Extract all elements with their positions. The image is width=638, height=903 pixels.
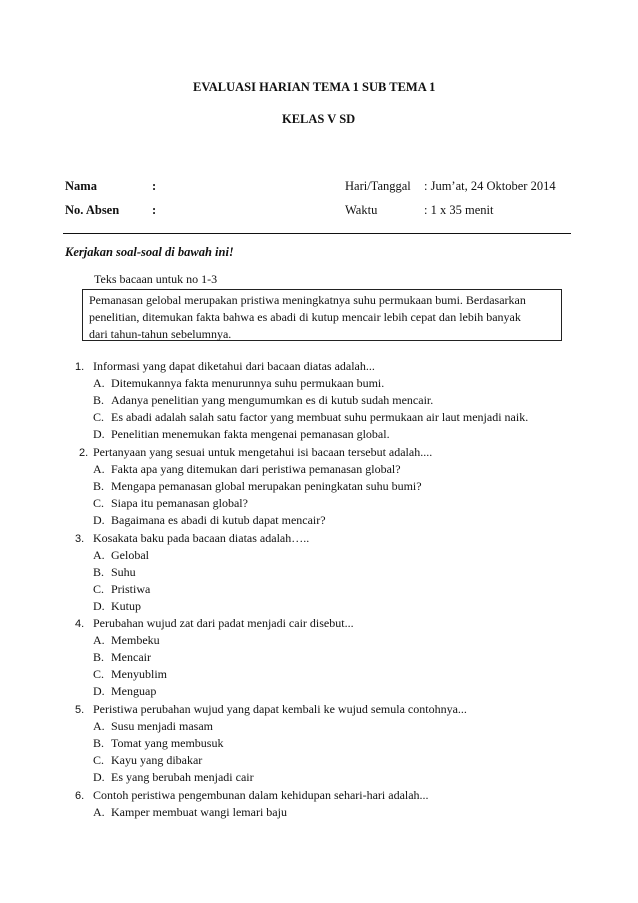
question-number: 5. bbox=[75, 704, 85, 716]
hari-label: Hari/Tanggal bbox=[345, 179, 411, 193]
instruction: Kerjakan soal-soal di bawah ini! bbox=[65, 245, 234, 259]
option-text: Fakta apa yang ditemukan dari peristiwa pemanasan global? bbox=[111, 462, 401, 476]
page-title: EVALUASI HARIAN TEMA 1 SUB TEMA 1 bbox=[193, 80, 436, 94]
nama-label: Nama bbox=[65, 179, 97, 193]
option-text: Gelobal bbox=[111, 548, 149, 562]
option-letter: D. bbox=[93, 427, 105, 441]
option-letter: C. bbox=[93, 582, 105, 596]
passage-line: penelitian, ditemukan fakta bahwa es abadi di kutup mencair lebih cepat dan lebih banyak bbox=[89, 310, 521, 324]
option-letter: C. bbox=[93, 496, 105, 510]
question-number: 1. bbox=[75, 361, 85, 373]
option-letter: B. bbox=[93, 736, 105, 750]
header-divider bbox=[63, 233, 571, 234]
option-text: Susu menjadi masam bbox=[111, 719, 213, 733]
option-letter: A. bbox=[93, 548, 105, 562]
question-1 bbox=[75, 358, 375, 376]
option-text: Menguap bbox=[111, 684, 157, 698]
option-text: Ditemukannya fakta menurunnya suhu permukaan bumi. bbox=[111, 376, 385, 390]
nama-colon: : bbox=[152, 179, 157, 193]
option-text: Penelitian menemukan fakta mengenai pemanasan global. bbox=[111, 427, 390, 441]
option-letter: A. bbox=[93, 633, 105, 647]
option-letter: A. bbox=[93, 376, 105, 390]
option-letter: D. bbox=[93, 770, 105, 784]
option-letter: D. bbox=[93, 684, 105, 698]
question-number: 4. bbox=[75, 618, 85, 630]
question-number: 3. bbox=[75, 533, 85, 545]
option-letter: D. bbox=[93, 599, 105, 613]
option-text: Membeku bbox=[111, 633, 160, 647]
option-letter: B. bbox=[93, 650, 105, 664]
question-5 bbox=[75, 701, 467, 719]
question-text: Informasi yang dapat diketahui dari bacaan diatas adalah... bbox=[93, 359, 375, 373]
option-text: Mengapa pemanasan global merupakan peningkatan suhu bumi? bbox=[111, 479, 422, 493]
option-letter: C. bbox=[93, 410, 105, 424]
option-letter: D. bbox=[93, 513, 105, 527]
option-letter: A. bbox=[93, 805, 105, 819]
option-letter: B. bbox=[93, 565, 105, 579]
option-text: Bagaimana es abadi di kutub dapat mencair? bbox=[111, 513, 326, 527]
option-letter: B. bbox=[93, 393, 105, 407]
option-text: Es yang berubah menjadi cair bbox=[111, 770, 254, 784]
option-text: Adanya penelitian yang mengumumkan es di kutub sudah mencair. bbox=[111, 393, 434, 407]
option-letter: C. bbox=[93, 753, 105, 767]
option-letter: C. bbox=[93, 667, 105, 681]
option-text: Kutup bbox=[111, 599, 141, 613]
question-text: Peristiwa perubahan wujud yang dapat kembali ke wujud semula contohnya... bbox=[93, 702, 467, 716]
option-text: Tomat yang membusuk bbox=[111, 736, 224, 750]
waktu-value: : 1 x 35 menit bbox=[424, 203, 494, 217]
option-text: Menyublim bbox=[111, 667, 167, 681]
option-text: Suhu bbox=[111, 565, 136, 579]
absen-colon: : bbox=[152, 203, 157, 217]
question-text: Perubahan wujud zat dari padat menjadi cair disebut... bbox=[93, 616, 354, 630]
passage-line: Pemanasan gelobal merupakan pristiwa meningkatnya suhu permukaan bumi. Berdasarkan bbox=[89, 293, 526, 307]
question-text: Pertanyaan yang sesuai untuk mengetahui isi bacaan tersebut adalah.... bbox=[93, 445, 433, 459]
option-text: Pristiwa bbox=[111, 582, 151, 596]
waktu-label: Waktu bbox=[345, 203, 378, 217]
option-text: Es abadi adalah salah satu factor yang membuat suhu permukaan air laut menjadi naik. bbox=[111, 410, 529, 424]
passage-box bbox=[82, 289, 562, 341]
option-text: Kayu yang dibakar bbox=[111, 753, 203, 767]
question-number: 2. bbox=[79, 447, 89, 459]
hari-value: : Jum’at, 24 Oktober 2014 bbox=[424, 179, 556, 193]
page-subtitle: KELAS V SD bbox=[282, 112, 356, 126]
option-letter: A. bbox=[93, 462, 105, 476]
question-2 bbox=[79, 444, 433, 462]
question-6 bbox=[75, 787, 429, 805]
option-text: Kamper membuat wangi lemari baju bbox=[111, 805, 287, 819]
absen-label: No. Absen bbox=[65, 203, 120, 217]
passage-line: dari tahun-tahun sebelumnya. bbox=[89, 327, 232, 341]
option-text: Siapa itu pemanasan global? bbox=[111, 496, 248, 510]
question-3 bbox=[75, 530, 310, 548]
question-text: Contoh peristiwa pengembunan dalam kehidupan sehari-hari adalah... bbox=[93, 788, 429, 802]
question-number: 6. bbox=[75, 790, 85, 802]
question-text: Kosakata baku pada bacaan diatas adalah….. bbox=[93, 531, 310, 545]
passage-label: Teks bacaan untuk no 1-3 bbox=[94, 272, 218, 286]
option-letter: A. bbox=[93, 719, 105, 733]
question-4 bbox=[75, 615, 354, 633]
option-text: Mencair bbox=[111, 650, 151, 664]
option-letter: B. bbox=[93, 479, 105, 493]
